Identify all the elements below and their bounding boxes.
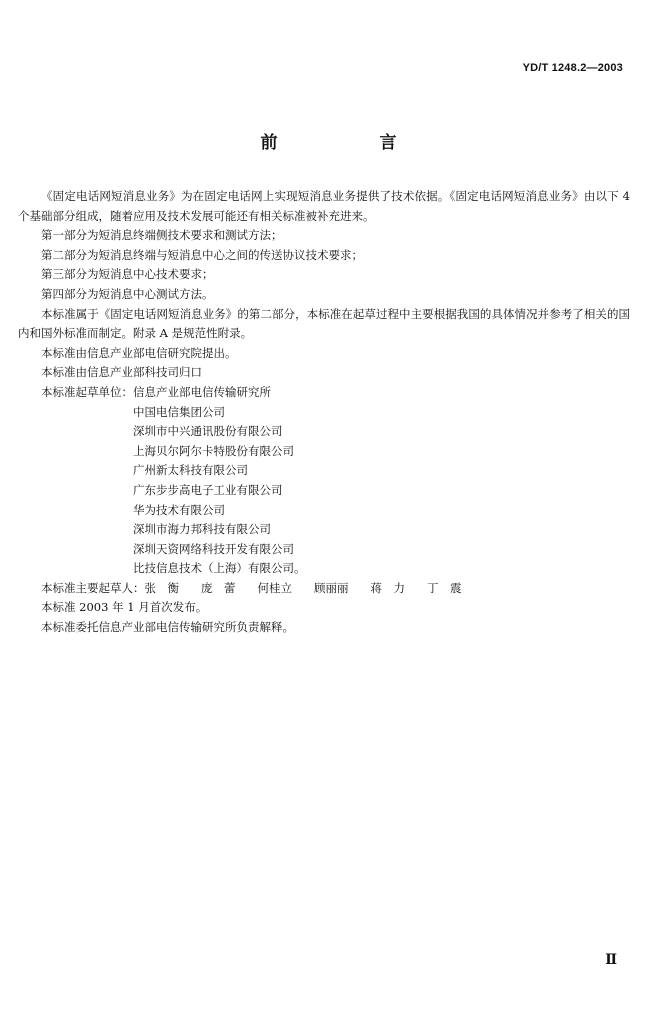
drafters-row bbox=[18, 579, 630, 599]
proposed-by: 本标准由信息产业部电信研究院提出。 bbox=[41, 345, 237, 360]
part-item: 第一部分为短消息终端侧技术要求和测试方法； bbox=[41, 228, 283, 243]
part-item: 第四部分为短消息中心测试方法。 bbox=[41, 286, 214, 301]
managed-by: 本标准由信息产业部科技司归口 bbox=[41, 365, 202, 380]
drafting-units-list bbox=[133, 383, 306, 579]
drafting-unit: 深圳市中兴通讯股份有限公司 bbox=[133, 424, 283, 439]
drafting-unit: 深圳市海力邦科技有限公司 bbox=[133, 522, 271, 537]
intro-paragraph: 《固定电话网短消息业务》为在固定电话网上实现短消息业务提供了技术依据。《固定电话网短消息业务》由以下 4 个基础部分组成，随着应用及技术发展可能还有相关标准被补充进来。 bbox=[18, 189, 630, 223]
drafting-unit: 华为技术有限公司 bbox=[133, 502, 225, 517]
part-item: 第二部分为短消息终端与短消息中心之间的传送协议技术要求； bbox=[41, 247, 363, 262]
drafting-units-label: 本标准起草单位： bbox=[41, 384, 133, 399]
page-number: Ⅱ bbox=[605, 952, 617, 968]
part-item: 第三部分为短消息中心技术要求； bbox=[41, 267, 214, 282]
drafting-unit: 广州新太科技有限公司 bbox=[133, 463, 248, 478]
drafters-label: 本标准主要起草人： bbox=[41, 580, 145, 595]
drafting-unit: 广东步步高电子工业有限公司 bbox=[133, 482, 283, 497]
drafter-name: 丁 震 bbox=[427, 580, 462, 595]
scope-paragraph: 本标准属于《固定电话网短消息业务》的第二部分，本标准在起草过程中主要根据我国的具体情况并参考了相关的国内和国外标准而制定。附录 A 是规范性附录。 bbox=[18, 306, 630, 341]
drafter-name: 张 衡 bbox=[144, 580, 179, 595]
drafting-unit: 信息产业部电信传输研究所 bbox=[133, 384, 271, 399]
standard-code: YD/T 1248.2—2003 bbox=[522, 62, 623, 74]
drafting-unit: 中国电信集团公司 bbox=[133, 404, 225, 419]
publish-date: 本标准 2003 年 1 月首次发布。 bbox=[41, 600, 208, 615]
page-title: 前 言 bbox=[260, 133, 445, 153]
interpretation-note: 本标准委托信息产业部电信传输研究所负责解释。 bbox=[41, 620, 294, 635]
drafter-name: 庞 蕾 bbox=[201, 580, 236, 595]
drafting-unit: 上海贝尔阿尔卡特股份有限公司 bbox=[133, 443, 294, 458]
drafter-name: 蒋 力 bbox=[370, 580, 405, 595]
document-body bbox=[18, 187, 630, 638]
drafter-name: 何桂立 bbox=[257, 580, 292, 595]
drafting-unit: 比技信息技术（上海）有限公司。 bbox=[133, 561, 306, 576]
drafter-name: 顾丽丽 bbox=[314, 580, 349, 595]
drafting-unit: 深圳天资网络科技开发有限公司 bbox=[133, 541, 294, 556]
drafting-units-block bbox=[18, 383, 630, 579]
